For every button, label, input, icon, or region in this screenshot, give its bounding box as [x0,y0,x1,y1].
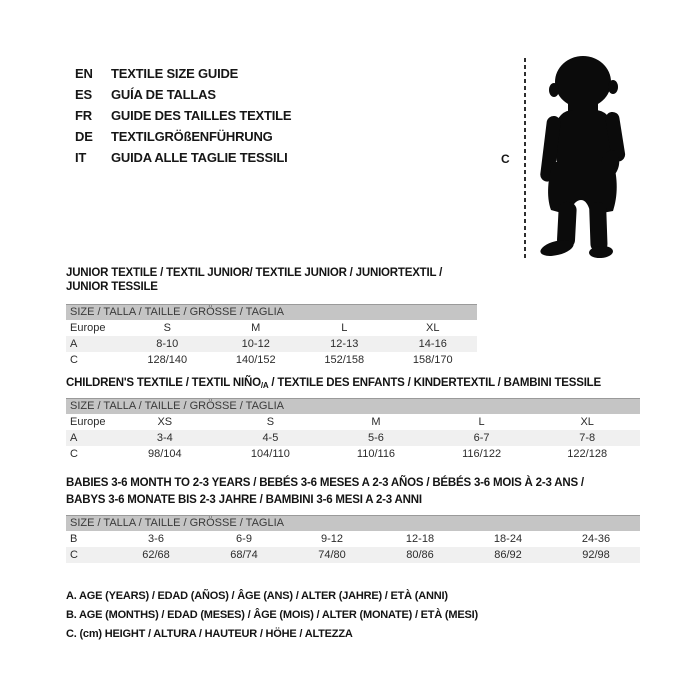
language-code: DE [75,129,93,144]
language-item [75,126,291,147]
language-item [75,105,291,126]
height-dotted-line [524,58,526,258]
language-item [75,147,291,168]
table-cell: 152/158 [324,354,365,366]
table-cell: 12-18 [405,533,435,545]
table-row [66,531,640,547]
table-title-line [66,475,640,492]
row-label: C [70,354,78,366]
table-cell: 140/152 [235,354,276,366]
table-cell: XL [580,416,594,428]
table-cell: 80/86 [406,549,434,561]
table-cell: 6-7 [473,432,490,444]
legend-line: C. (cm) HEIGHT / ALTURA / HAUTEUR / HÖHE / ALTEZZA [66,628,353,640]
legend-line: A. AGE (YEARS) / EDAD (AÑOS) / ÂGE (ANS) / ALTER (JAHRE) / ETÀ (ANNI) [66,590,448,602]
row-label: Europe [70,322,106,334]
table-cell: 92/98 [582,549,610,561]
table-title-text: /A [260,381,269,390]
table-cell: 3-4 [156,432,173,444]
legend-line: B. AGE (MONTHS) / EDAD (MESES) / ÂGE (MOIS) / ALTER (MONATE) / ETÀ (MESI) [66,609,478,621]
table-cell: 7-8 [579,432,596,444]
height-figure [495,50,655,265]
language-label: GUÍA DE TALLAS [111,87,216,102]
table-cell: S [266,416,275,428]
row-label: A [70,432,78,444]
table-row [66,446,640,462]
language-code: IT [75,150,87,165]
table-cell: 24-36 [581,533,611,545]
language-code: EN [75,66,93,81]
language-code: ES [75,87,92,102]
row-label: C [70,549,78,561]
table-body [66,414,640,462]
table-cell: L [478,416,485,428]
table-title-text: CHILDREN'S TEXTILE / TEXTIL NIÑO [66,377,261,389]
language-label: TEXTILE SIZE GUIDE [111,66,239,81]
table-cell: 6-9 [236,533,252,545]
language-item [75,84,291,105]
language-label: GUIDA ALLE TAGLIE TESSILI [111,150,288,165]
table-cell: XS [157,416,173,428]
language-label: GUIDE DES TAILLES TEXTILE [111,108,292,123]
table-cell: 122/128 [567,448,608,460]
table-cell: 10-12 [241,338,270,350]
table-body [66,531,640,563]
table-cell: L [341,322,348,334]
table-cell: 98/104 [147,448,182,460]
language-item [75,63,291,84]
table-cell: 3-6 [148,533,164,545]
table-cell: 86/92 [494,549,522,561]
table-cell: 9-12 [320,533,344,545]
height-marker-label: C [501,152,510,166]
table-title-text: JUNIOR TEXTILE / TEXTIL JUNIOR/ TEXTILE JUNIOR / JUNIORTEXTIL / JUNIOR TESSILE [66,267,443,293]
language-code: FR [75,108,92,123]
table-row [66,320,477,336]
table-cell: 14-16 [418,338,447,350]
size-table-children [66,376,640,462]
toddler-silhouette-image [528,54,632,258]
table-cell: 116/122 [462,448,502,460]
table-cell: 18-24 [493,533,523,545]
table-row [66,414,640,430]
table-cell: 12-13 [330,338,359,350]
table-row [66,336,477,352]
table-body [66,320,477,368]
table-cell: 110/116 [356,448,396,460]
table-cell: M [371,416,381,428]
table-cell: 158/170 [412,354,453,366]
table-row [66,352,477,368]
table-cell: 4-5 [262,432,279,444]
table-row [66,430,640,446]
table-size-header: SIZE / TALLA / TAILLE / GRÖSSE / TAGLIA [66,398,640,414]
table-cell: S [163,322,171,334]
table-cell: XL [426,322,440,334]
table-title-line [66,266,477,294]
row-label: B [70,533,78,545]
table-size-header: SIZE / TALLA / TAILLE / GRÖSSE / TAGLIA [66,515,640,531]
language-label: TEXTILGRÖßENFÜHRUNG [111,129,273,144]
table-title-text: BABIES 3-6 MONTH TO 2-3 YEARS / BEBÉS 3-6 MESES A 2-3 AÑOS / BÉBÉS 3-6 MOIS À 2-3 ANS / [66,477,584,489]
row-label: C [70,448,78,460]
row-label: Europe [70,416,106,428]
table-title-line [66,376,640,391]
table-cell: 8-10 [156,338,179,350]
size-table-babies [66,475,640,563]
size-legend [66,587,478,644]
row-label: A [70,338,78,350]
table-cell: 104/110 [250,448,290,460]
table-size-header: SIZE / TALLA / TAILLE / GRÖSSE / TAGLIA [66,304,477,320]
table-cell: 62/68 [142,549,170,561]
table-title [66,266,477,294]
table-title [66,475,640,509]
table-row [66,547,640,563]
table-cell: 68/74 [230,549,258,561]
table-cell: 74/80 [318,549,346,561]
table-title-text: / TEXTILE DES ENFANTS / KINDERTEXTIL / BAMBINI TESSILE [268,377,601,389]
table-title-line [66,492,640,509]
size-table-junior [66,266,477,368]
table-cell: 5-6 [368,432,384,444]
table-cell: M [251,322,261,334]
language-list [75,63,291,168]
table-title [66,376,640,391]
table-title-text: BABYS 3-6 MONATE BIS 2-3 JAHRE / BAMBINI 3-6 MESI A 2-3 ANNI [66,494,422,506]
table-cell: 128/140 [147,354,188,366]
